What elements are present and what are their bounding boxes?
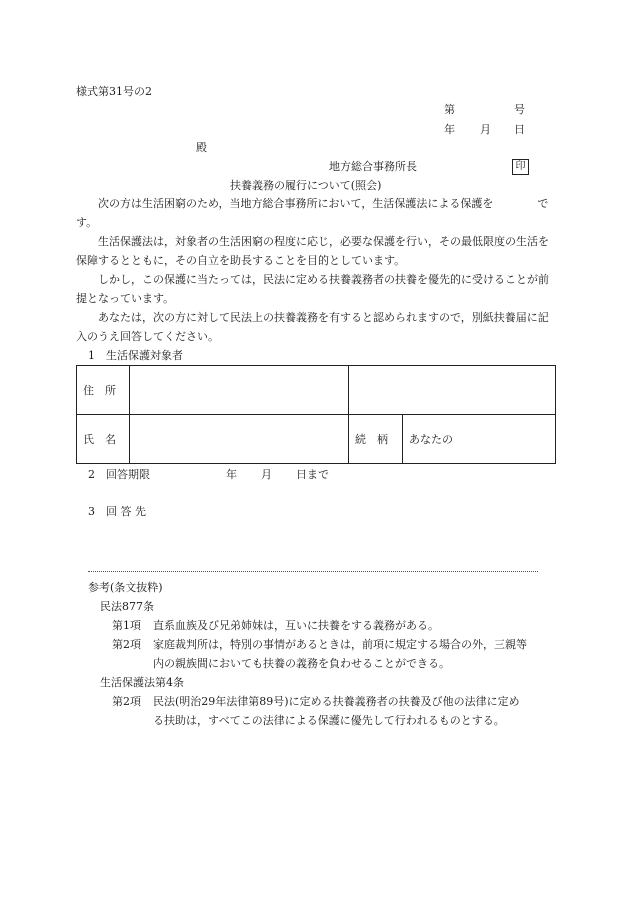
address-cell — [130, 366, 349, 415]
law-1-item-2-no: 第2項 — [112, 638, 141, 651]
paragraph-1: 次の方は生活困窮のため，当地方総合事務所において，生活保護法による保護を です。 — [76, 197, 549, 229]
address-extra-cell — [349, 366, 556, 415]
law-1-item-2-text-line1: 家庭裁判所は，特別の事情があるときは，前項に規定する場合の外，三親等 — [153, 638, 527, 651]
relation-value: あなたの — [403, 415, 556, 464]
document-title: 扶養義務の履行について(照会) — [230, 179, 382, 192]
reference-heading: 参考(条文抜粋) — [88, 581, 163, 594]
law-2-item-1-no: 第2項 — [112, 695, 141, 708]
law-1-item-1-no: 第1項 — [112, 619, 141, 632]
paragraph-4: あなたは，次の方に対して民法上の扶養義務を有すると認められますので，別紙扶養届に記入のうえ回答してください。 — [76, 311, 549, 343]
form-number: 様式第31号の2 — [76, 85, 152, 98]
reference-law-1: 民法877条 — [100, 600, 154, 613]
law-2-item-1-text-line2: る扶助は，すべてこの法律による保護に優先して行われるものとする。 — [153, 714, 505, 727]
section-3-number: 3 — [88, 505, 95, 518]
doc-number-go: 号 — [514, 103, 525, 116]
section-1-number: 1 — [88, 349, 95, 362]
date-month: 月 — [480, 123, 491, 136]
name-cell — [130, 415, 349, 464]
name-label: 氏 名 — [77, 415, 130, 464]
deadline-month: 月 — [261, 468, 272, 481]
target-person-table — [76, 365, 556, 464]
address-label: 住 所 — [77, 366, 130, 415]
date-day: 日 — [514, 123, 525, 136]
section-3-label: 回 答 先 — [106, 505, 146, 518]
law-2-item-1-text-line1: 民法(明治29年法律第89号)に定める扶養義務者の扶養及び他の法律に定め — [153, 695, 520, 708]
section-2-label: 回答期限 — [106, 468, 150, 481]
section-1-label: 生活保護対象者 — [106, 349, 183, 362]
date-year: 年 — [444, 123, 455, 136]
section-2-number: 2 — [88, 468, 95, 481]
relation-label: 続 柄 — [349, 415, 403, 464]
paragraph-3: しかし，この保護に当たっては，民法に定める扶養義務者の扶養を優先的に受けることが前提となっています。 — [76, 273, 549, 305]
deadline-until: 日まで — [296, 468, 329, 481]
law-1-item-1-text: 直系血族及び兄弟姉妹は，互いに扶養をする義務がある。 — [153, 619, 439, 632]
addressee-suffix: 殿 — [196, 141, 207, 154]
law-1-item-2-text-line2: 内の親族間においても扶養の義務を負わせることができる。 — [153, 657, 450, 670]
issuer: 地方総合事務所長 — [329, 160, 417, 173]
paragraph-2: 生活保護法は，対象者の生活困窮の程度に応じ，必要な保護を行い，その最低限度の生活を保障するとともに，その自立を助長することを目的としています。 — [76, 235, 549, 267]
doc-number-dai: 第 — [444, 103, 455, 116]
dotted-divider — [88, 571, 538, 572]
seal-stamp: 印 — [512, 159, 529, 175]
reference-law-2: 生活保護法第4条 — [100, 676, 184, 689]
deadline-year: 年 — [226, 468, 237, 481]
